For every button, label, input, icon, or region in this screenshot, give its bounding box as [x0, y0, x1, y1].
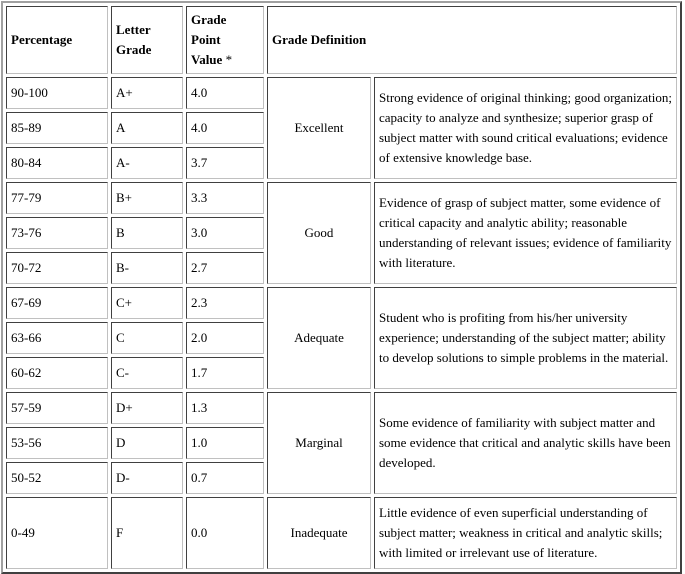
- grade-definition-text: Student who is profiting from his/her university experience; understanding of the subject matter; ability to develop solutions to simple problems in the material.: [374, 287, 677, 389]
- table-row: [6, 182, 677, 214]
- grade-table-body: [6, 77, 677, 569]
- letter-grade-cell: C+: [111, 287, 183, 319]
- grade-point-value-header: [186, 6, 264, 74]
- letter-grade-cell: A-: [111, 147, 183, 179]
- header-row: [6, 6, 677, 74]
- grade-point-cell: 3.3: [186, 182, 264, 214]
- percentage-cell: 50-52: [6, 462, 108, 494]
- grade-category-label: Excellent: [267, 77, 371, 179]
- gpv-header-line2: Point: [191, 32, 221, 47]
- percentage-cell: 53-56: [6, 427, 108, 459]
- table-row: [6, 392, 677, 424]
- letter-grade-header-line2: Grade: [116, 42, 152, 57]
- percentage-cell: 73-76: [6, 217, 108, 249]
- letter-grade-cell: B: [111, 217, 183, 249]
- letter-grade-cell: D-: [111, 462, 183, 494]
- grade-point-cell: 1.7: [186, 357, 264, 389]
- letter-grade-cell: A: [111, 112, 183, 144]
- letter-grade-cell: C-: [111, 357, 183, 389]
- letter-grade-cell: B-: [111, 252, 183, 284]
- letter-grade-cell: D+: [111, 392, 183, 424]
- grade-point-cell: 3.0: [186, 217, 264, 249]
- grade-point-cell: 2.7: [186, 252, 264, 284]
- grade-point-cell: 1.0: [186, 427, 264, 459]
- percentage-cell: 85-89: [6, 112, 108, 144]
- grade-table: [1, 1, 682, 574]
- gpv-header-line3: Value: [191, 52, 223, 67]
- grade-category-label: Good: [267, 182, 371, 284]
- percentage-cell: 0-49: [6, 497, 108, 569]
- percentage-cell: 80-84: [6, 147, 108, 179]
- grade-table-header: [6, 6, 677, 74]
- gpv-footnote-marker: *: [225, 52, 233, 67]
- letter-grade-cell: B+: [111, 182, 183, 214]
- table-row: [6, 497, 677, 569]
- letter-grade-cell: C: [111, 322, 183, 354]
- grade-point-cell: 4.0: [186, 77, 264, 109]
- letter-grade-cell: F: [111, 497, 183, 569]
- grade-point-cell: 4.0: [186, 112, 264, 144]
- percentage-cell: 90-100: [6, 77, 108, 109]
- grade-definition-text: Evidence of grasp of subject matter, some evidence of critical capacity and analytic ability; reasonable understanding of relevant issues; evidence of familiarity with literature.: [374, 182, 677, 284]
- grade-point-cell: 1.3: [186, 392, 264, 424]
- grade-point-cell: 3.7: [186, 147, 264, 179]
- grade-category-label: Marginal: [267, 392, 371, 494]
- grade-definition-text: Strong evidence of original thinking; good organization; capacity to analyze and synthesize; superior grasp of subject matter with sound critical evaluations; evidence of extensive knowledge base.: [374, 77, 677, 179]
- percentage-cell: 70-72: [6, 252, 108, 284]
- gpv-header-line1: Grade: [191, 12, 227, 27]
- table-row: [6, 287, 677, 319]
- percentage-cell: 67-69: [6, 287, 108, 319]
- grade-definition-text: Some evidence of familiarity with subject matter and some evidence that critical and analytic skills have been developed.: [374, 392, 677, 494]
- letter-grade-header: [111, 6, 183, 74]
- grade-point-cell: 2.0: [186, 322, 264, 354]
- grade-category-label: Adequate: [267, 287, 371, 389]
- grade-category-label: Inadequate: [267, 497, 371, 569]
- letter-grade-cell: D: [111, 427, 183, 459]
- letter-grade-header-line1: Letter: [116, 22, 151, 37]
- grade-point-cell: 2.3: [186, 287, 264, 319]
- grade-point-cell: 0.7: [186, 462, 264, 494]
- percentage-cell: 60-62: [6, 357, 108, 389]
- percentage-cell: 77-79: [6, 182, 108, 214]
- table-row: [6, 77, 677, 109]
- letter-grade-cell: A+: [111, 77, 183, 109]
- percentage-cell: 57-59: [6, 392, 108, 424]
- percentage-header: Percentage: [6, 6, 108, 74]
- grade-point-cell: 0.0: [186, 497, 264, 569]
- grade-definition-text: Little evidence of even superficial understanding of subject matter; weakness in critical and analytic skills; with limited or irrelevant use of literature.: [374, 497, 677, 569]
- percentage-cell: 63-66: [6, 322, 108, 354]
- grade-definition-header: Grade Definition: [267, 6, 677, 74]
